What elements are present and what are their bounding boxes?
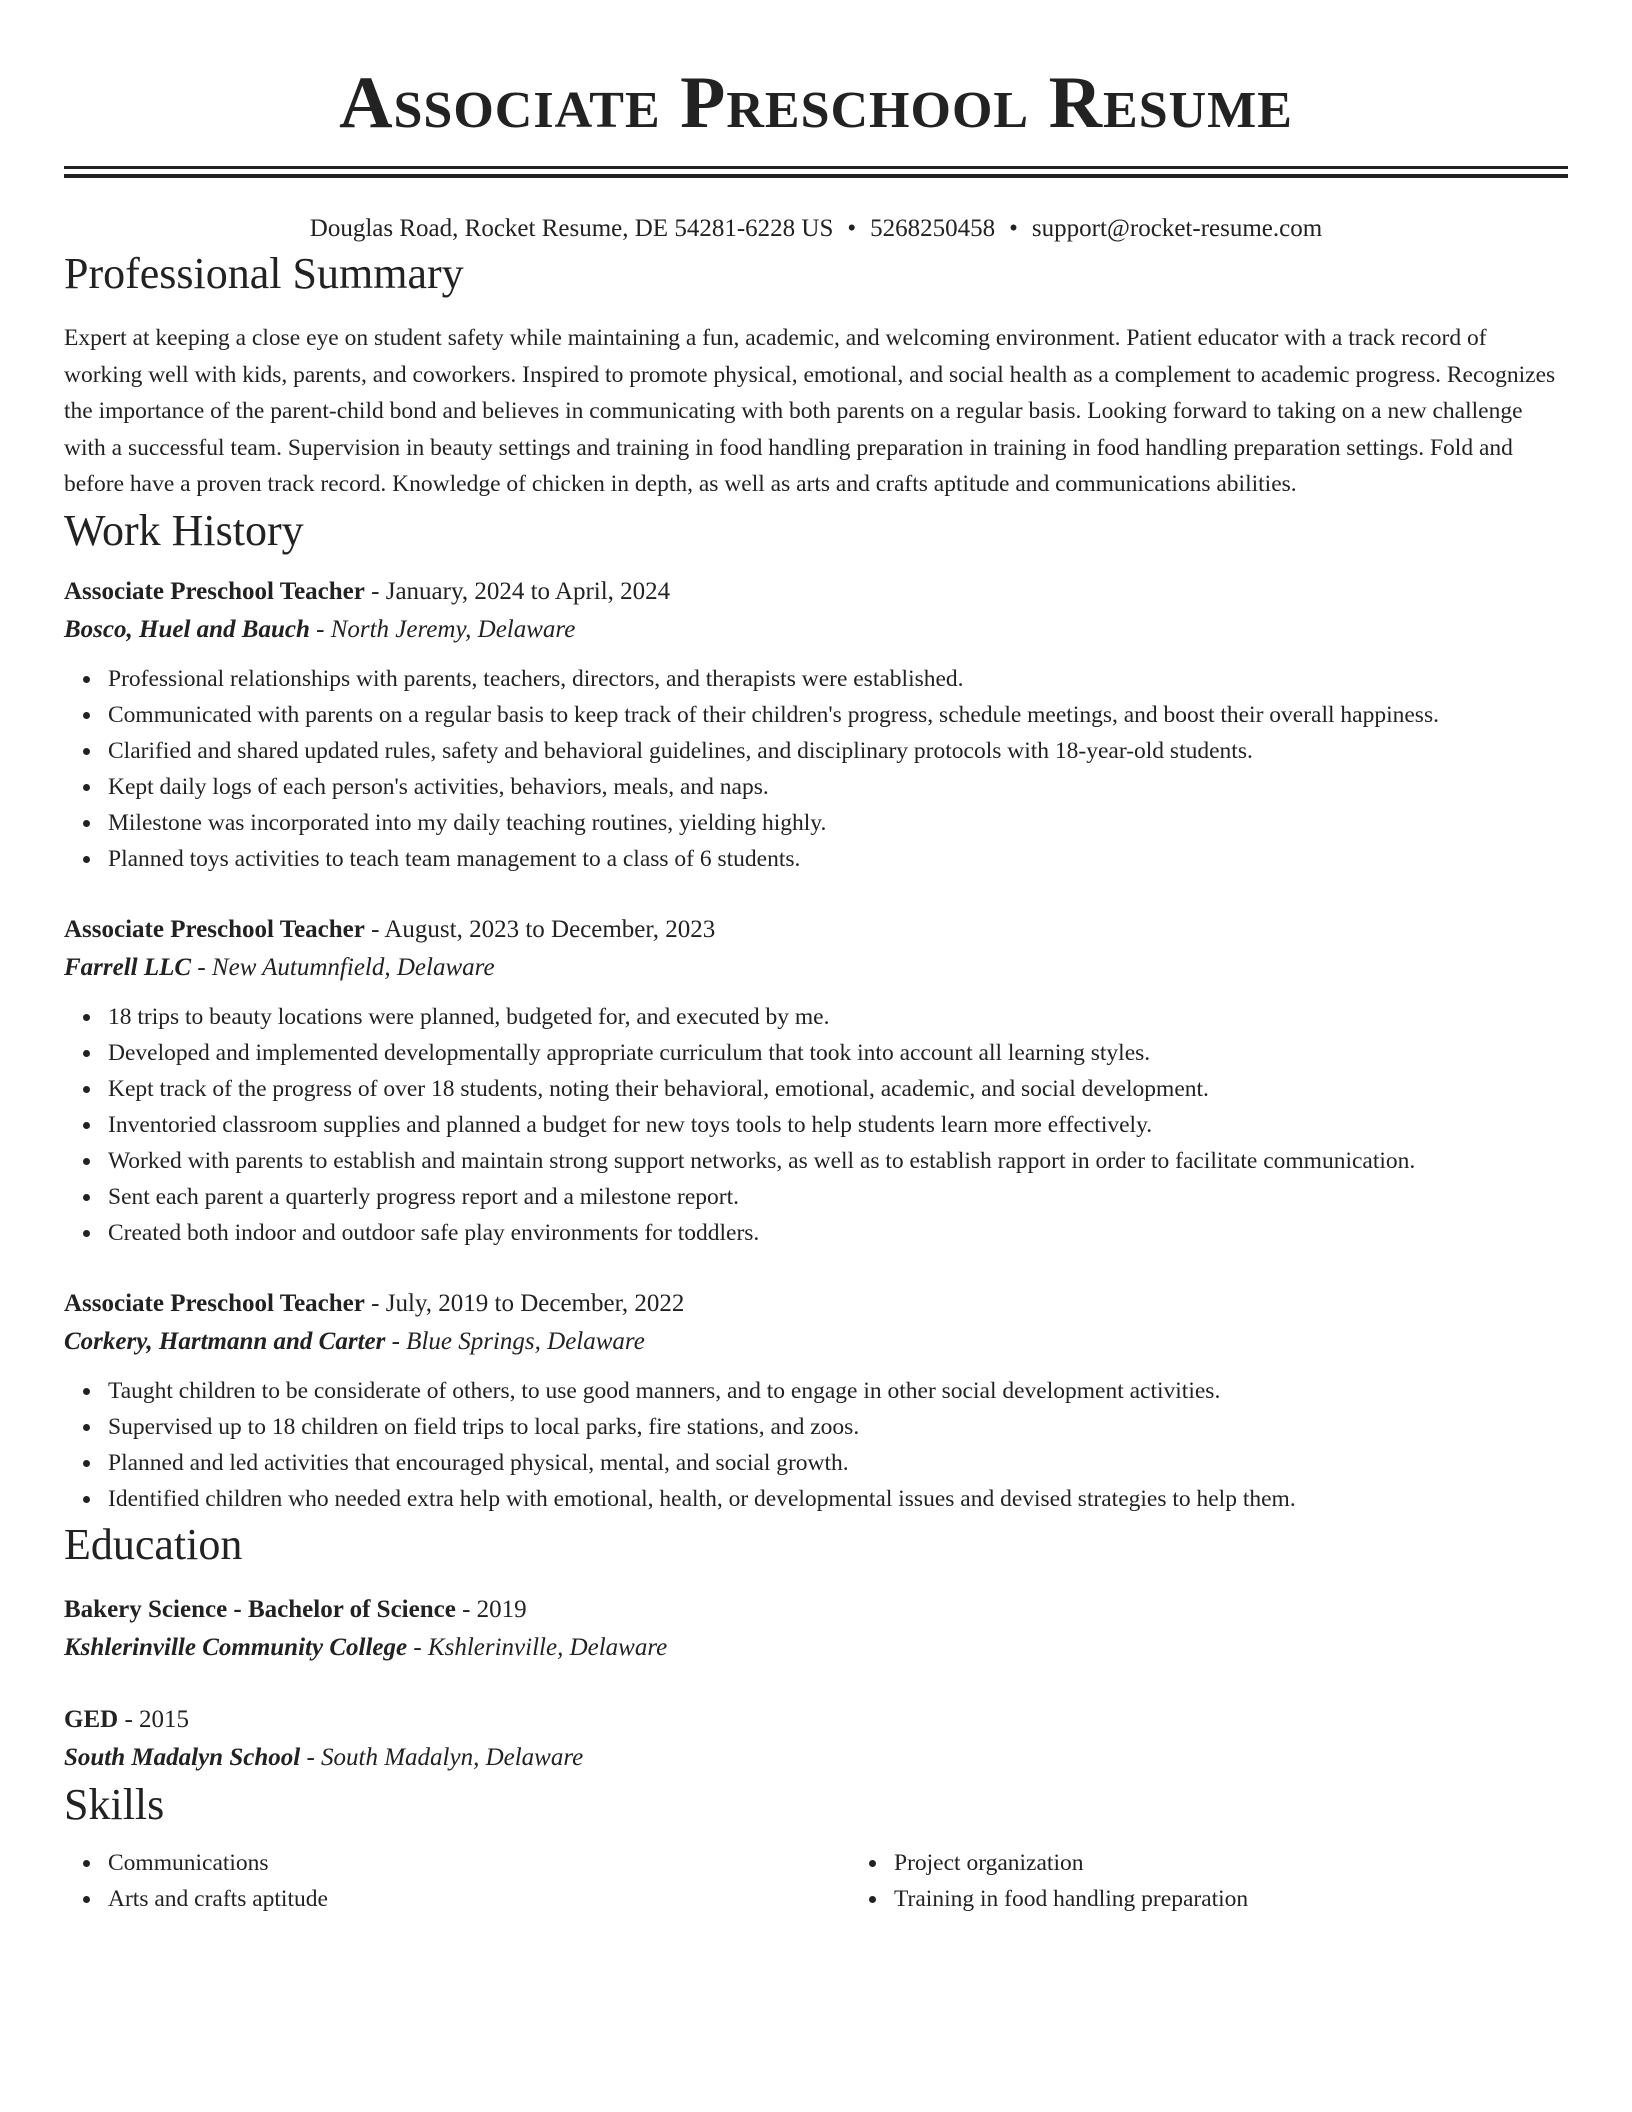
list-item: 18 trips to beauty locations were planned, budgeted for, and executed by me.	[108, 999, 1568, 1035]
contact-address: Douglas Road, Rocket Resume, DE 54281-6228 US	[309, 215, 834, 242]
job-entry	[64, 573, 1568, 877]
list-item: Milestone was incorporated into my daily teaching routines, yielding highly.	[108, 805, 1568, 841]
job-entry	[64, 1285, 1568, 1517]
job-location: - North Jeremy, Delaware	[309, 615, 576, 643]
list-item: Inventoried classroom supplies and planned a budget for new toys tools to help students learn more effectively.	[108, 1107, 1568, 1143]
list-item: Created both indoor and outdoor safe play environments for toddlers.	[108, 1215, 1568, 1251]
job-company-line	[64, 949, 1568, 987]
list-item: Communicated with parents on a regular basis to keep track of their children's progress, schedule meetings, and boost their overall happiness.	[108, 697, 1568, 733]
job-title-line	[64, 1285, 1568, 1323]
skill-item: Project organization	[894, 1845, 1568, 1881]
title-divider	[64, 166, 1568, 178]
work-history-heading: Work History	[64, 505, 304, 555]
list-item: Taught children to be considerate of others, to use good manners, and to engage in other social development activities.	[108, 1373, 1568, 1409]
education-degree-line	[64, 1591, 1568, 1629]
list-item: Clarified and shared updated rules, safety and behavioral guidelines, and disciplinary protocols with 18-year-old students.	[108, 733, 1568, 769]
job-company-line	[64, 1323, 1568, 1361]
job-company-line	[64, 611, 1568, 649]
list-item: Planned and led activities that encouraged physical, mental, and social growth.	[108, 1445, 1568, 1481]
education-school: Kshlerinville Community College	[64, 1633, 408, 1661]
contact-separator: •	[847, 215, 857, 242]
list-item: Sent each parent a quarterly progress report and a milestone report.	[108, 1179, 1568, 1215]
job-title: Associate Preschool Teacher	[64, 577, 365, 605]
list-item: Planned toys activities to teach team management to a class of 6 students.	[108, 841, 1568, 877]
job-title: Associate Preschool Teacher	[64, 1289, 365, 1317]
skill-item: Arts and crafts aptitude	[108, 1881, 850, 1917]
education-school: South Madalyn School	[64, 1743, 301, 1771]
education-entry	[64, 1701, 1568, 1777]
job-company: Corkery, Hartmann and Carter	[64, 1327, 386, 1355]
list-item: Kept daily logs of each person's activities, behaviors, meals, and naps.	[108, 769, 1568, 805]
job-dates: - August, 2023 to December, 2023	[364, 915, 716, 943]
list-item: Kept track of the progress of over 18 students, noting their behavioral, emotional, academic, and social development.	[108, 1071, 1568, 1107]
education-degree: GED	[64, 1705, 119, 1733]
skills-heading: Skills	[64, 1779, 165, 1829]
job-location: - New Autumnfield, Delaware	[191, 953, 495, 981]
education-degree: Bakery Science - Bachelor of Science	[64, 1595, 456, 1623]
list-item: Developed and implemented developmentally appropriate curriculum that took into account all learning styles.	[108, 1035, 1568, 1071]
job-bullets	[64, 999, 1568, 1251]
job-location: - Blue Springs, Delaware	[385, 1327, 645, 1355]
job-title-line	[64, 573, 1568, 611]
education-location: - South Madalyn, Delaware	[300, 1743, 584, 1771]
education-heading: Education	[64, 1519, 243, 1569]
education-school-line	[64, 1629, 1568, 1667]
summary-text: Expert at keeping a close eye on student safety while maintaining a fun, academic, and welcoming environment. Patient educator with a track record of working well with kids, parents, and coworkers. Inspired to promote physical, emotional, and social health as a complement to academic progress. Recognizes the importance of the parent-child bond and believes in communicating with both parents on a regular basis. Looking forward to taking on a new challenge with a successful team. Supervision in beauty settings and training in food handling preparation in training in food handling preparation settings. Fold and before have a proven track record. Knowledge of chicken in depth, as well as arts and crafts aptitude and communications abilities.	[64, 325, 1556, 497]
contact-phone: 5268250458	[870, 215, 996, 242]
skills-left-column	[64, 1845, 850, 1917]
job-company: Farrell LLC	[64, 953, 192, 981]
contact-email: support@rocket-resume.com	[1031, 215, 1323, 242]
education-entry	[64, 1591, 1568, 1667]
contact-separator: •	[1009, 215, 1018, 242]
page-title: Associate Preschool Resume	[339, 62, 1293, 144]
job-bullets	[64, 661, 1568, 877]
list-item: Identified children who needed extra help with emotional, health, or developmental issues and devised strategies to help them.	[108, 1481, 1568, 1517]
contact-line	[64, 212, 1568, 246]
skills-grid	[64, 1845, 1568, 1917]
skills-right-column	[850, 1845, 1568, 1917]
skill-item: Training in food handling preparation	[894, 1881, 1568, 1917]
education-year: - 2015	[118, 1705, 190, 1733]
job-dates: - July, 2019 to December, 2022	[364, 1289, 685, 1317]
education-location: - Kshlerinville, Delaware	[407, 1633, 668, 1661]
summary-heading: Professional Summary	[64, 249, 464, 298]
job-title-line	[64, 911, 1568, 949]
education-school-line	[64, 1739, 1568, 1777]
job-entry	[64, 911, 1568, 1251]
list-item: Worked with parents to establish and maintain strong support networks, as well as to establish rapport in order to facilitate communication.	[108, 1143, 1568, 1179]
skill-item: Communications	[108, 1845, 850, 1881]
education-year: - 2019	[455, 1595, 527, 1623]
list-item: Professional relationships with parents, teachers, directors, and therapists were established.	[108, 661, 1568, 697]
education-degree-line	[64, 1701, 1568, 1739]
job-company: Bosco, Huel and Bauch	[64, 615, 310, 643]
job-dates: - January, 2024 to April, 2024	[364, 577, 671, 605]
job-bullets	[64, 1373, 1568, 1517]
job-title: Associate Preschool Teacher	[64, 915, 365, 943]
list-item: Supervised up to 18 children on field trips to local parks, fire stations, and zoos.	[108, 1409, 1568, 1445]
